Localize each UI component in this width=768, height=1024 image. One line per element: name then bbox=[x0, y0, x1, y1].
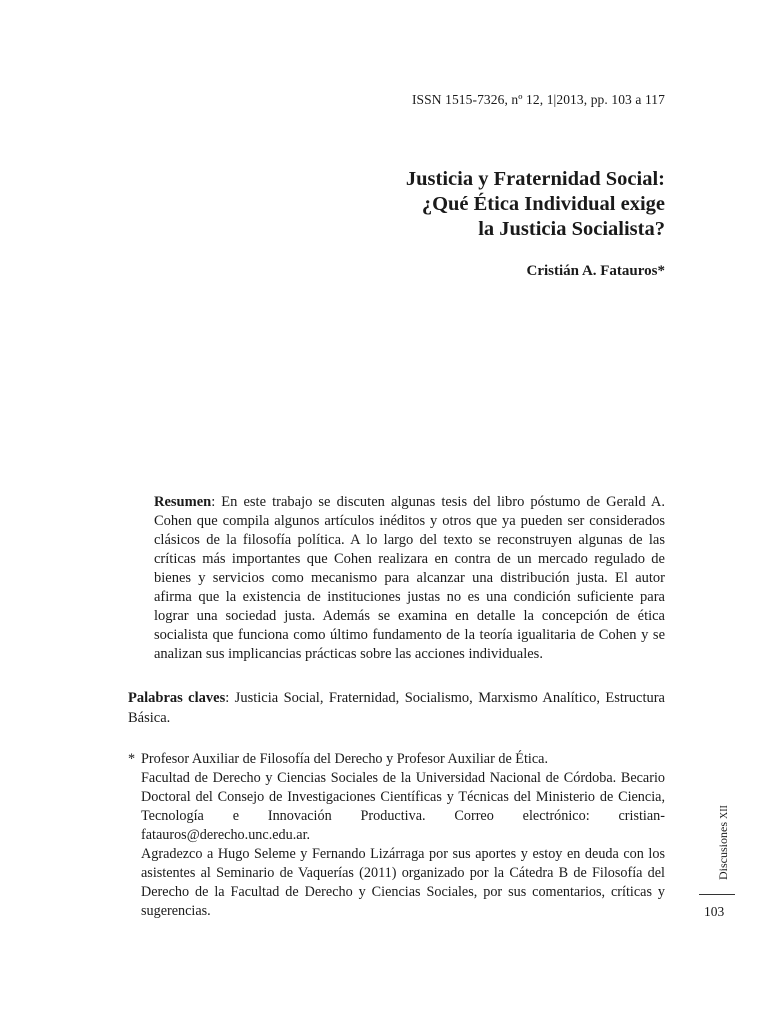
article-title bbox=[245, 167, 665, 242]
margin-divider bbox=[699, 894, 735, 895]
footnote-acknowledgements: Agradezco a Hugo Seleme y Fernando Lizárraga por sus aportes y estoy en deuda con los asistentes al Seminario de Vaquerías (2011) organizado por la Cátedra B de Filosofía del Derecho de la Facultad de Derecho y Ciencias Sociales, por sus comentarios, críticas y sugerencias. bbox=[141, 846, 665, 919]
abstract-label: Resumen bbox=[154, 494, 212, 510]
footnote-body bbox=[128, 769, 665, 921]
keywords bbox=[128, 688, 665, 728]
journal-name: Discusiones bbox=[716, 822, 730, 880]
author-footnote bbox=[128, 750, 665, 921]
title-line-1: Justicia y Fraternidad Social: bbox=[405, 168, 665, 190]
title-line-3: la Justicia Socialista? bbox=[478, 218, 665, 240]
keywords-label: Palabras claves bbox=[128, 690, 226, 706]
journal-side-label bbox=[716, 805, 731, 880]
page-number: 103 bbox=[704, 904, 725, 919]
issn-line: ISSN 1515-7326, nº 12, 1|2013, pp. 103 a 117 bbox=[411, 92, 665, 107]
footnote-marker: * bbox=[128, 751, 136, 767]
footnote-affiliation-start: Profesor Auxiliar de Filosofía del Derecho y Profesor Auxiliar de Ética. bbox=[141, 751, 548, 767]
journal-volume: XII bbox=[719, 805, 730, 819]
title-line-2: ¿Qué Ética Individual exige bbox=[421, 193, 665, 215]
abstract bbox=[154, 493, 665, 664]
abstract-text: : En este trabajo se discuten algunas tesis del libro póstumo de Gerald A. Cohen que compila algunos artículos inéditos y otros que ya pueden ser considerados clásicos de la filosofía política. A lo largo del texto se reconstruyen algunas de las críticas más importantes que Cohen realizara en contra de un mercado regulado de bienes y servicios como mecanismo para alcanzar una distribución justa. El autor afirma que la existencia de instituciones justas no es una condición suficiente para lograr una sociedad justa. Además se examina en detalle la concepción de ética socialista que funciona como último fundamento de la teoría igualitaria de Cohen y se analizan sus implicancias prácticas sobre las acciones individuales. bbox=[154, 494, 665, 662]
author-name: Cristián A. Fatauros* bbox=[526, 263, 665, 279]
keywords-text: : Justicia Social, Fraternidad, Socialismo, Marxismo Analítico, Estructura Básica. bbox=[128, 690, 665, 726]
footnote-affiliation: Facultad de Derecho y Ciencias Sociales de la Universidad Nacional de Córdoba. Becario Doctoral del Consejo de Investigaciones Científicas y Técnicas del Ministerio de Ciencia, Tecnología e Innovación Productiva. Correo electrónico: cristian-fatauros@derecho.unc.edu.ar. bbox=[141, 770, 665, 843]
footnote-first-line bbox=[128, 750, 665, 769]
